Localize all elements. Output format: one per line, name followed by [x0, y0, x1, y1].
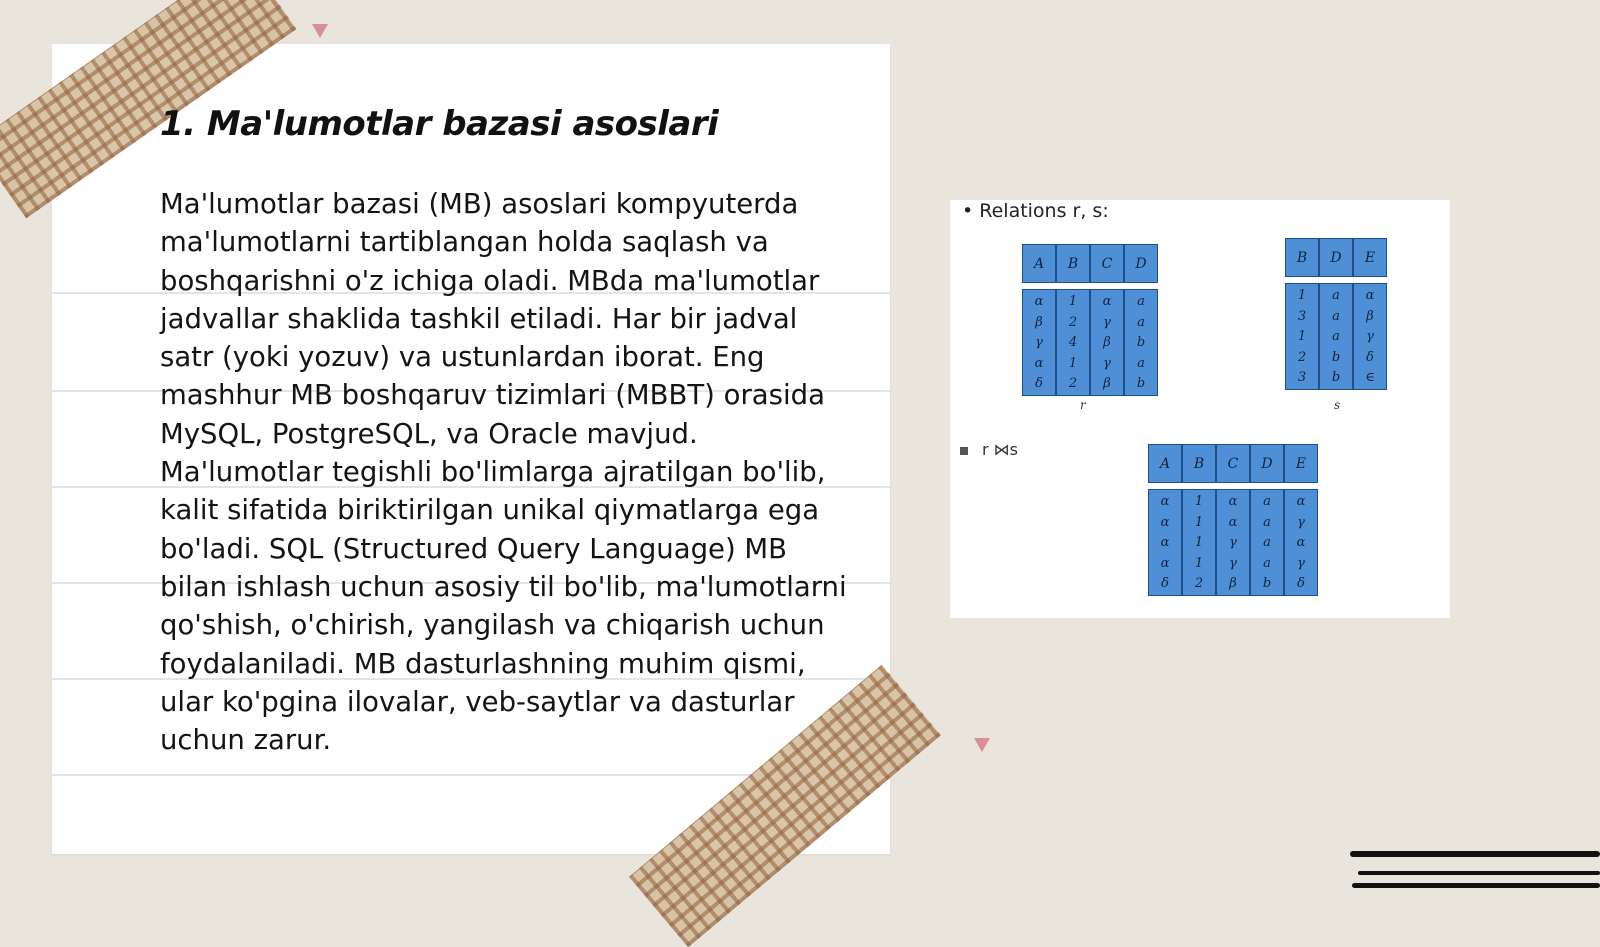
table-cell: 2	[1068, 376, 1078, 391]
slide-title: 1. Ma'lumotlar bazasi asoslari	[160, 104, 719, 144]
table-cell: γ	[1103, 355, 1111, 371]
bullet-square-icon	[960, 447, 968, 455]
table-column	[1124, 289, 1158, 396]
table-cell: δ	[1366, 349, 1374, 365]
table-cell: 3	[1297, 370, 1307, 385]
header-cell: B	[1285, 238, 1319, 277]
table-cell: β	[1229, 576, 1237, 591]
table-cell: b	[1136, 335, 1146, 350]
table-cell: δ	[1035, 376, 1043, 391]
table-cell: α	[1228, 514, 1238, 530]
table-cell: γ	[1366, 329, 1374, 344]
join-label-text: r ⋈s	[982, 440, 1018, 459]
table-cell: γ	[1229, 555, 1237, 571]
header-cell: D	[1319, 238, 1353, 277]
table-cell: β	[1035, 314, 1043, 330]
table-cell: a	[1263, 535, 1271, 550]
table-column	[1216, 489, 1250, 596]
relation-r-table	[1022, 244, 1158, 396]
table-cell: a	[1137, 294, 1145, 309]
table-cell: β	[1366, 308, 1374, 324]
table-cell: a	[1332, 308, 1340, 324]
header-cell: D	[1124, 244, 1158, 283]
table-cell: γ	[1297, 514, 1305, 530]
relation-join-table	[1148, 444, 1318, 596]
header-cell: E	[1284, 444, 1318, 483]
table-cell: a	[1263, 514, 1271, 530]
table-column	[1022, 289, 1056, 396]
table-cell: α	[1365, 288, 1375, 303]
table-cell: δ	[1161, 576, 1169, 591]
table-column	[1182, 489, 1216, 596]
pin-icon	[312, 24, 328, 38]
table-cell: a	[1263, 555, 1271, 571]
table-cell: b	[1136, 376, 1146, 391]
table-cell: α	[1296, 494, 1306, 509]
table-cell: 1	[1194, 535, 1204, 550]
relations-figure	[950, 200, 1450, 618]
table-cell: ∈	[1365, 370, 1375, 385]
relation-s-caption: s	[1334, 398, 1341, 412]
table-cell: γ	[1035, 335, 1043, 350]
table-cell: a	[1137, 355, 1145, 371]
table-cell: α	[1296, 535, 1306, 550]
relation-join-body	[1148, 489, 1318, 596]
join-label	[960, 440, 1018, 459]
header-cell: C	[1216, 444, 1250, 483]
table-cell: a	[1137, 314, 1145, 330]
brush-stroke	[1352, 883, 1600, 888]
table-cell: γ	[1103, 314, 1111, 330]
table-cell: α	[1034, 355, 1044, 371]
header-cell: E	[1353, 238, 1387, 277]
header-cell: C	[1090, 244, 1124, 283]
table-cell: a	[1263, 494, 1271, 509]
table-cell: a	[1332, 288, 1340, 303]
relation-s-body	[1285, 283, 1387, 390]
table-cell: 1	[1297, 329, 1307, 344]
table-cell: α	[1102, 294, 1112, 309]
table-cell: 1	[1297, 288, 1307, 303]
table-cell: β	[1103, 376, 1111, 391]
table-cell: b	[1331, 349, 1341, 365]
header-cell: D	[1250, 444, 1284, 483]
table-column	[1319, 283, 1353, 390]
brush-stroke	[1358, 871, 1600, 875]
table-cell: α	[1034, 294, 1044, 309]
relation-r-caption: r	[1080, 398, 1086, 412]
header-cell: B	[1056, 244, 1090, 283]
pin-icon	[974, 738, 990, 752]
table-cell: δ	[1297, 576, 1305, 591]
table-cell: b	[1262, 576, 1272, 591]
table-cell: 1	[1194, 555, 1204, 571]
table-column	[1148, 489, 1182, 596]
table-cell: a	[1332, 329, 1340, 344]
table-cell: 4	[1068, 335, 1078, 350]
table-column	[1090, 289, 1124, 396]
header-cell: A	[1148, 444, 1182, 483]
table-cell: 1	[1194, 494, 1204, 509]
table-cell: 1	[1194, 514, 1204, 530]
brush-stroke	[1350, 851, 1600, 857]
table-cell: 2	[1194, 576, 1204, 591]
table-cell: α	[1160, 535, 1170, 550]
table-cell: γ	[1297, 555, 1305, 571]
relations-label: • Relations r, s:	[962, 200, 1109, 222]
relation-r-header	[1022, 244, 1158, 283]
relation-s-header	[1285, 238, 1387, 277]
table-cell: α	[1160, 494, 1170, 509]
relation-join-header	[1148, 444, 1318, 483]
table-cell: α	[1228, 494, 1238, 509]
table-column	[1284, 489, 1318, 596]
relation-s-table	[1285, 238, 1387, 390]
table-cell: α	[1160, 514, 1170, 530]
table-cell: 3	[1297, 308, 1307, 324]
table-cell: β	[1103, 335, 1111, 350]
table-cell: b	[1331, 370, 1341, 385]
header-cell: A	[1022, 244, 1056, 283]
header-cell: B	[1182, 444, 1216, 483]
table-cell: γ	[1229, 535, 1237, 550]
table-cell: α	[1160, 555, 1170, 571]
relation-r-body	[1022, 289, 1158, 396]
table-cell: 2	[1297, 349, 1307, 365]
table-cell: 1	[1068, 355, 1078, 371]
table-column	[1250, 489, 1284, 596]
table-column	[1285, 283, 1319, 390]
slide-body-text: Ma'lumotlar bazasi (MB) asoslari kompyuterda ma'lumotlarni tartiblangan holda saqlash va boshqarishni o'z ichiga oladi. MBda ma'lumotlar jadvallar shaklida tashkil etiladi. Har bir jadval satr (yoki yozuv) va ustunlardan iborat. Eng mashhur MB boshqaruv tizimlari (MBBT) orasida MySQL, PostgreSQL, va Oracle mavjud. Ma'lumotlar tegishli bo'limlarga ajratilgan bo'lib, kalit sifatida biriktirilgan unikal qiymatlarga ega bo'ladi. SQL (Structured Query Language) MB bilan ishlash uchun asosiy til bo'lib, ma'lumotlarni qo'shish, o'chirish, yangilash va chiqarish uchun foydalaniladi. MB dasturlashning muhim qismi, ular ko'pgina ilovalar, veb-saytlar va dasturlar uchun zarur.	[160, 188, 847, 757]
table-cell: 1	[1068, 294, 1078, 309]
table-cell: 2	[1068, 314, 1078, 330]
table-column	[1056, 289, 1090, 396]
table-column	[1353, 283, 1387, 390]
